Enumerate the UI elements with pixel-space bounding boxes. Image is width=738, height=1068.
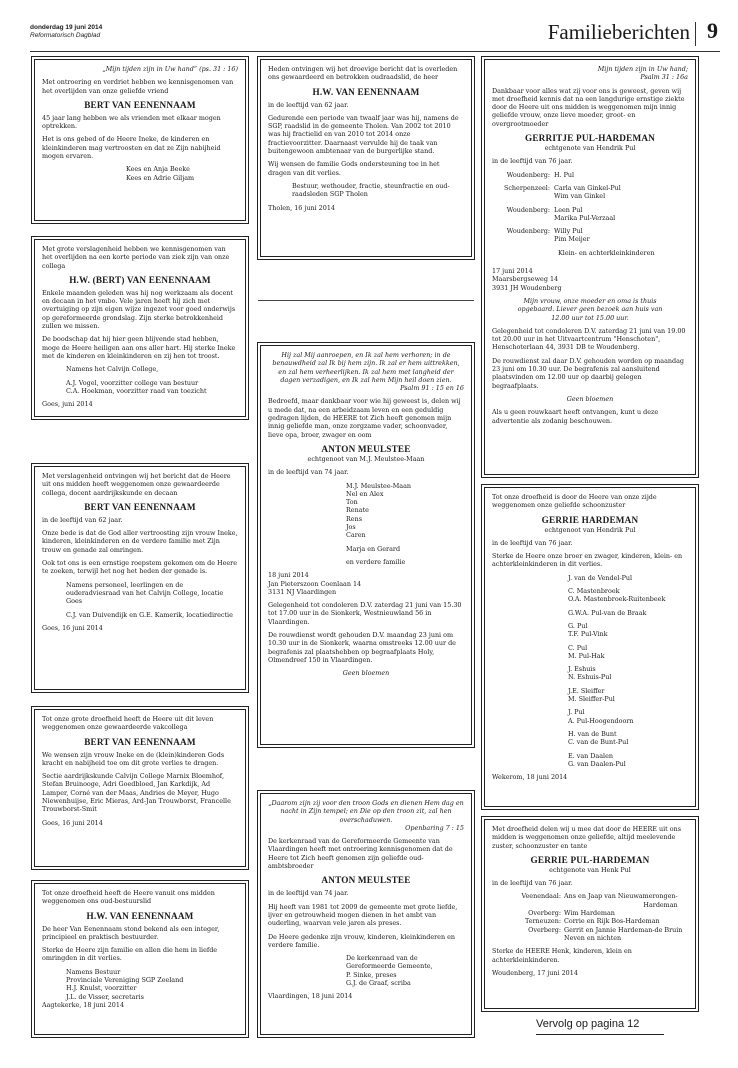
family-row: [492, 206, 688, 223]
place-date: Goes, 16 juni 2014: [42, 623, 103, 632]
notice-text: Gelegenheid tot condoleren D.V. zaterdag 21 juni van 15.30 tot 17.00 uur in de Sionkerk, Westnieuwland 56 in Vlaardingen.: [268, 601, 462, 626]
signature: Provinciale Vereniging SGP Zeeland: [66, 976, 184, 985]
residence: Overberg:: [528, 909, 561, 918]
place-date: Tholen, 16 juni 2014: [268, 203, 335, 212]
family-member: Corrie en Rijk Bos-Hardeman: [564, 917, 660, 926]
notice-text: Als u geen rouwkaart heeft ontvangen, kunt u deze advertentie als zodanig beschouwen.: [492, 408, 659, 425]
place-date: Goes, 16 juni 2014: [42, 818, 103, 827]
family-list: [492, 574, 688, 768]
spouse: echtgenoot van Hendrik Pul: [544, 525, 636, 534]
signature: Namens het Calvijn College,: [66, 365, 159, 374]
signature: H.J. Knulst, voorzitter: [66, 984, 137, 993]
deceased-name: H.W. VAN EENENNAAM: [86, 910, 194, 921]
note: Geen bloemen: [566, 394, 614, 403]
family-member: Ton: [346, 498, 358, 507]
notice-text: Sterke de Heere zijn familie en allen die hem in liefde omringden in dit verlies.: [42, 946, 218, 963]
notice-text: Onze bede is dat de God aller vertroosting zijn vrouw Ineke, kinderen, kleinkinderen en de verdere familie met Zijn trouw en genade zal omringen.: [42, 529, 238, 554]
signature: Kees en Adrie Giljam: [126, 173, 195, 182]
notice-text: De rouwdienst wordt gehouden D.V. maandag 23 juni om 10.30 uur in de Sionkerk, waarna omstreeks 12.00 uur de begrafenis zal plaatshebben op begraafplaats Holy, Olmendreef 150 in Vlaardingen.: [268, 631, 456, 664]
signature: Namens Bestuur: [66, 967, 121, 976]
notice-intro: Heden ontvingen wij het droevige bericht dat is overleden ons gewaardeerd en betrokken oudraadslid, de heer: [268, 65, 458, 82]
family-member: Wim van Ginkel: [554, 192, 606, 201]
grandchildren: Klein- en achterkleinkinderen: [558, 248, 655, 257]
family-member: E. van Daalen: [568, 751, 613, 760]
family-member: G. van Daalen-Pul: [568, 759, 626, 768]
notice-text: Het is ons gebed of de Heere Ineke, de kinderen en kleinkinderen mag vertroosten en dat ze Zijn nabijheid mogen ervaren.: [42, 135, 221, 161]
quote-reference: Psalm 91 : 15 en 16: [400, 384, 464, 393]
notice-bert-section: [31, 706, 249, 870]
family-member: Pim Meijer: [554, 235, 590, 244]
notice-text: De rouwdienst zal daar D.V. gehouden worden op maandag 23 juni om 10.30 uur. De begrafenis zal aansluitend plaatsvinden om 12.00 uur op daarbij gelegen begraafplaats.: [492, 356, 684, 390]
family-row: [492, 909, 688, 917]
signature: Bestuur, wethouder, fractie, steunfractie en oud-raadsleden SGP Tholen: [292, 181, 450, 199]
deceased-name: GERRIE PUL-HARDEMAN: [530, 854, 650, 865]
signature: A.J. Vogel, voorzitter college van bestuur: [66, 378, 199, 387]
residence: Woudenberg:: [506, 227, 550, 236]
notice-hw-sgp-zeeland: [31, 880, 249, 1038]
address: 3131 NJ Vlaardingen: [268, 587, 337, 596]
family-member: Nel en Alex: [346, 489, 384, 498]
notice-text: Gelegenheid tot condoleren D.V. zaterdag 21 juni van 19.00 tot 20.00 uur in het Uitvaartcentrum "Henschoten", Henschoterlaan 44, 3931 DB te Woudenberg.: [492, 326, 686, 352]
notice-text: Sterke de Heere onze broer en zwager, kinderen, klein- en achterkleinkinderen in dit verlies.: [492, 552, 683, 569]
column-divider: [258, 300, 474, 301]
family-member: Gerrit en Jannie Hardeman-de Bruin: [564, 925, 683, 934]
notice-text: We wensen zijn vrouw Ineke en de (klein)kinderen Gods kracht en nabijheid toe om dit grote verlies te dragen.: [42, 750, 225, 767]
notice-text: Enkele maanden geleden was hij nog werkzaam als docent en decaan in het vmbo. Vele jaren heeft hij zich met overtuiging op zijn eigen wijze ingezet voor goed onderwijs op gereformeerde grondslag. Zijn sterke betrokkenheid zullen we missen.: [42, 288, 236, 331]
deceased-name: BERT VAN EENENNAAM: [84, 99, 196, 110]
notice-quote: „Daarom zijn zij voor den troon Gods en dienen Hem dag en nacht in Zijn tempel; en Die op den troon zit, zal hen overschaduwen.: [268, 799, 464, 824]
place-date: Wekerom, 18 juni 2014: [492, 773, 568, 782]
residence: Veenendaal:: [521, 892, 561, 901]
family-row: [492, 926, 688, 943]
notice-quote: „Mijn tijden zijn in Uw hand” (ps. 31 : 16): [102, 65, 238, 73]
family-member: J. van de Vendel-Pul: [568, 573, 633, 582]
place-date: Woudenberg, 17 juni 2014: [492, 968, 578, 977]
family-member: C. van de Bunt-Pul: [568, 738, 629, 747]
age: in de leeftijd van 76 jaar.: [492, 538, 573, 547]
address: 3931 JH Woudenberg: [492, 283, 562, 292]
notice-gerrie-in-laws: [481, 484, 699, 810]
notice-anton-family: [257, 342, 475, 748]
place-date: Goes, juni 2014: [42, 400, 93, 409]
family-member: H. Pul: [554, 170, 575, 179]
family-member: O.A. Mastenbroek-Ruitenbeek: [568, 595, 666, 604]
family-member: Carla van Ginkel-Pul: [554, 183, 621, 192]
family-member: Jos: [346, 523, 356, 532]
age: in de leeftijd van 76 jaar.: [492, 879, 573, 888]
notice-intro: Met grote verslagenheid hebben we kennisgenomen van het overlijden na een korte periode van ziek zijn van onze collega: [42, 245, 230, 270]
family-member: Wim Hardeman: [564, 909, 615, 918]
family-member: C. Mastenbroek: [568, 587, 620, 596]
deceased-name: H.W. (BERT) VAN EENENNAAM: [69, 274, 211, 285]
family-row: [492, 184, 688, 201]
section-title: Familieberichten: [547, 20, 690, 44]
residence: Terneuzen:: [524, 917, 561, 926]
continued-on-page[interactable]: Vervolg op pagina 12: [536, 1018, 640, 1030]
family-member: N. Eshuis-Pul: [568, 673, 612, 682]
notice-quote: Mijn tijden zijn in Uw hand;: [597, 65, 688, 73]
signature: J.L. de Visser, secretaris: [66, 992, 144, 1001]
residence: Overberg:: [528, 925, 561, 934]
age: in de leeftijd van 74 jaar.: [268, 889, 349, 898]
spouse: echtgenote van Hendrik Pul: [544, 144, 636, 153]
residence: Woudenberg:: [506, 170, 550, 179]
notice-text: De heer Van Eenennaam stond bekend als een integer, principieel en praktisch bestuurder.: [42, 924, 220, 941]
deceased-name: BERT VAN EENENNAAM: [84, 501, 196, 512]
family-member: Ans en Jaap van Nieuwamerongen-: [564, 892, 678, 901]
deceased-name: GERRIE HARDEMAN: [541, 514, 639, 525]
signature: Gereformeerde Gemeente,: [346, 962, 433, 971]
notice-intro: Dankbaar voor alles wat zij voor ons is geweest, geven wij met droefheid kennis dat na een langdurige ernstige ziekte door de Heere uit ons midden is weggenomen mijn innig geliefde vrouw, onze lieve moeder, groot- en overgrootmoeder: [492, 86, 685, 128]
deceased-name: ANTON MEULSTEE: [321, 875, 411, 886]
signature: C.A. Hoekman, voorzitter raad van toezicht: [66, 386, 207, 395]
family-member: Hardeman: [643, 900, 678, 909]
age: in de leeftijd van 76 jaar.: [492, 157, 573, 166]
family-row: [492, 892, 688, 909]
family-row: [492, 917, 688, 925]
residence: Scherpenzeel:: [503, 183, 550, 192]
place-date: Aagtekerke, 18 juni 2014: [42, 1000, 125, 1009]
notice-bert-colleagues: [31, 236, 249, 420]
notice-text: De Heere gedenke zijn vrouw, kinderen, kleinkinderen en verdere familie.: [268, 932, 455, 949]
signature: Namens personeel, leerlingen en de ouderadviesraad van het Calvijn College, locatie Goes: [66, 580, 224, 606]
notice-intro: Tot onze grote droefheid heeft de Heere uit dit leven weggenomen onze gewaardeerde vakcollega: [42, 715, 214, 732]
family-member: Leen Pul: [554, 205, 583, 214]
notice-intro: Tot onze droefheid is door de Heere van onze zijde weggenomen onze geliefde schoonzuster: [492, 493, 657, 510]
deceased-name: BERT VAN EENENNAAM: [84, 736, 196, 747]
notice-text: Sterke de HEERE Henk, kinderen, klein en achterkleinkinderen.: [492, 947, 632, 964]
deceased-name: GERRITJE PUL-HARDEMAN: [524, 133, 656, 144]
notice-quote: Hij zal Mij aanroepen, en Ik zal hem verhoren; in de benauwdheid zal Ik bij hem zijn. Ik zal er hem uittrekken, en zal hem verheerlijken. Ik zal hem met langheid der dagen verzadigen, en Ik zal hem Mijn heil doen zien.: [272, 351, 460, 384]
signature: P. Sinke, preses: [346, 970, 397, 979]
notice-bert-staff: [31, 463, 249, 693]
family-member: M. Sleiffer-Pul: [568, 695, 615, 704]
family-member: G. Pul: [568, 621, 588, 630]
header-divider: [695, 22, 696, 46]
deceased-name: H.W. VAN EENENNAAM: [312, 86, 420, 97]
notice-text: Hij heeft van 1981 tot 2009 de gemeente met grote liefde, ijver en getrouwheid mogen dienen in het ambt van ouderling, waarvan vele jaren als preses.: [268, 902, 458, 928]
family-member: en verdere familie: [346, 557, 406, 566]
spouse: echtgenoot van M.J. Meulstee-Maan: [307, 454, 425, 463]
notice-gerrie-siblings: [481, 816, 699, 1012]
age: in de leeftijd van 62 jaar.: [268, 100, 349, 109]
quote-reference: Psalm 31 : 16a: [640, 73, 688, 82]
residence: Woudenberg:: [506, 205, 550, 214]
age: in de leeftijd van 74 jaar.: [268, 468, 349, 477]
signature: De kerkenraad van de: [346, 954, 418, 963]
family-member: Rens: [346, 514, 362, 523]
family-member: Marika Pul-Verzaal: [554, 213, 616, 222]
family-member: H. van de Bunt: [568, 729, 617, 738]
deceased-name: ANTON MEULSTEE: [321, 443, 411, 454]
family-member: Caren: [346, 531, 366, 540]
family-member: M.J. Meulstee-Maan: [346, 481, 412, 490]
page-number: 9: [707, 18, 718, 43]
notice-bert-friends: [31, 56, 249, 224]
place-date: Vlaardingen, 18 juni 2014: [268, 992, 353, 1001]
notice-intro: Met verslagenheid ontvingen wij het bericht dat de Heere uit ons midden heeft weggenomen onze gewaardeerde collega, docent aardrijkskunde en decaan: [42, 472, 231, 497]
notice-intro: Bedroefd, maar dankbaar voor wie hij geweest is, delen wij u mede dat, na een arbeidzaam leven en een geduldig gedragen lijden, de HEERE tot Zich heeft genomen mijn innig geliefde man, onze zorgzame vader, schoonvader, lieve opa, broer, zwager en oom: [268, 397, 461, 439]
family-member: T.F. Pul-Vink: [568, 630, 608, 639]
footer-underline: [536, 1034, 664, 1035]
notice-text: Ook tot ons is een ernstige roepstem gekomen om de Heere te zoeken, terwijl het nog het heden der genade is.: [42, 559, 237, 576]
notice-text: 45 jaar lang hebben we als vrienden met elkaar mogen optrekken.: [42, 113, 221, 131]
address: Maarsbergseweg 14: [492, 275, 559, 284]
address: Jan Pieterszoon Coenlaan 14: [268, 579, 362, 588]
notice-text: Wij wensen de familie Gods ondersteuning toe in het dragen van dit verlies.: [268, 160, 440, 177]
family-member: A. Pul-Hoogendoorn: [568, 716, 634, 725]
page-header: [30, 20, 720, 52]
notice-date: 18 juni 2014: [268, 571, 309, 580]
family-member: G.W.A. Pul-van de Braak: [568, 608, 647, 617]
family-member: Neven en nichten: [564, 933, 622, 942]
family-member: M. Pul-Hak: [568, 651, 605, 660]
age: in de leeftijd van 62 jaar.: [42, 515, 123, 524]
visiting-info: Mijn vrouw, onze moeder en oma is thuis opgebaard. Liever geen bezoek aan huis van 12.00 uur tot 15.00 uur.: [517, 296, 663, 322]
family-member: Renate: [346, 506, 369, 515]
family-member: Marja en Gerard: [346, 544, 401, 553]
spouse: echtgenote van Henk Pul: [549, 865, 631, 874]
family-member: J. Pul: [568, 708, 585, 717]
notice-intro: Tot onze droefheid heeft de Heere vanuit ons midden weggenomen ons oud-bestuurslid: [42, 889, 215, 906]
issue-date: donderdag 19 juni 2014: [30, 24, 103, 31]
signature: Sectie aardrijkskunde Calvijn College Marnix Bloemhof, Stefan Bruinooge, Adri Goedbloed, Jan Karkdijk, Ad Lamper, Corné van der Maas, Andries de Meyer, Hugo Niewenhuijse, Eric Mieras, Ard-Jan Trouwborst, Francelle Trouwborst-Smit: [42, 772, 231, 814]
note: Geen bloemen: [342, 669, 390, 678]
newspaper-name: Reformatorisch Dagblad: [30, 32, 101, 39]
notice-intro: Met ontroering en verdriet hebben we kennisgenomen van het overlijden van onze geliefde vriend: [42, 78, 234, 95]
notice-intro: Met droefheid delen wij u mee dat door de HEERE uit ons midden is weggenomen onze geliefde, altijd meelevende zuster, schoonzuster en tante: [492, 825, 681, 850]
quote-reference: Openbaring 7 : 15: [405, 823, 464, 832]
family-row: [492, 227, 688, 244]
signature: Kees en Anja Beeke: [126, 165, 190, 174]
family-member: J. Eshuis: [568, 665, 596, 674]
notice-date: 17 juni 2014: [492, 267, 533, 276]
signature: G.J. de Graaf, scriba: [346, 979, 411, 988]
family-member: J.E. Sleiffer: [568, 686, 605, 695]
family-row: [492, 171, 688, 179]
notice-text: Gedurende een periode van twaalf jaar was hij, namens de SGP, raadslid in de gemeente Tholen. Van 2002 tot 2010 was hij fractielid en van 2010 tot 2014 onze fractievoorzitter. Daarnaast vervulde hij de taak van buitengewoon ambtenaar van de burgerlijke stand.: [268, 113, 459, 156]
family-member: Willy Pul: [554, 227, 583, 236]
notice-text: De boodschap dat hij hier geen blijvende stad hebben, moge de Heere heiligen aan ons aller hart. Hij sterke Ineke met de kinderen en kleinkinderen en zij hen tot troost.: [42, 335, 236, 360]
notice-intro: De kerkenraad van de Gereformeerde Gemeente van Vlaardingen heeft met ontroering kennisgenomen dat de Heere tot Zich heeft genomen zijn geliefde oud-ambtsbroeder: [268, 837, 453, 871]
signature: C.J. van Duivendijk en G.E. Kamerik, locatiedirectie: [66, 610, 233, 619]
notice-anton-church: [257, 790, 475, 1038]
notice-gerritje-family: [481, 56, 699, 478]
notice-hw-sgp-tholen: [257, 56, 475, 260]
family-member: C. Pul: [568, 643, 588, 652]
